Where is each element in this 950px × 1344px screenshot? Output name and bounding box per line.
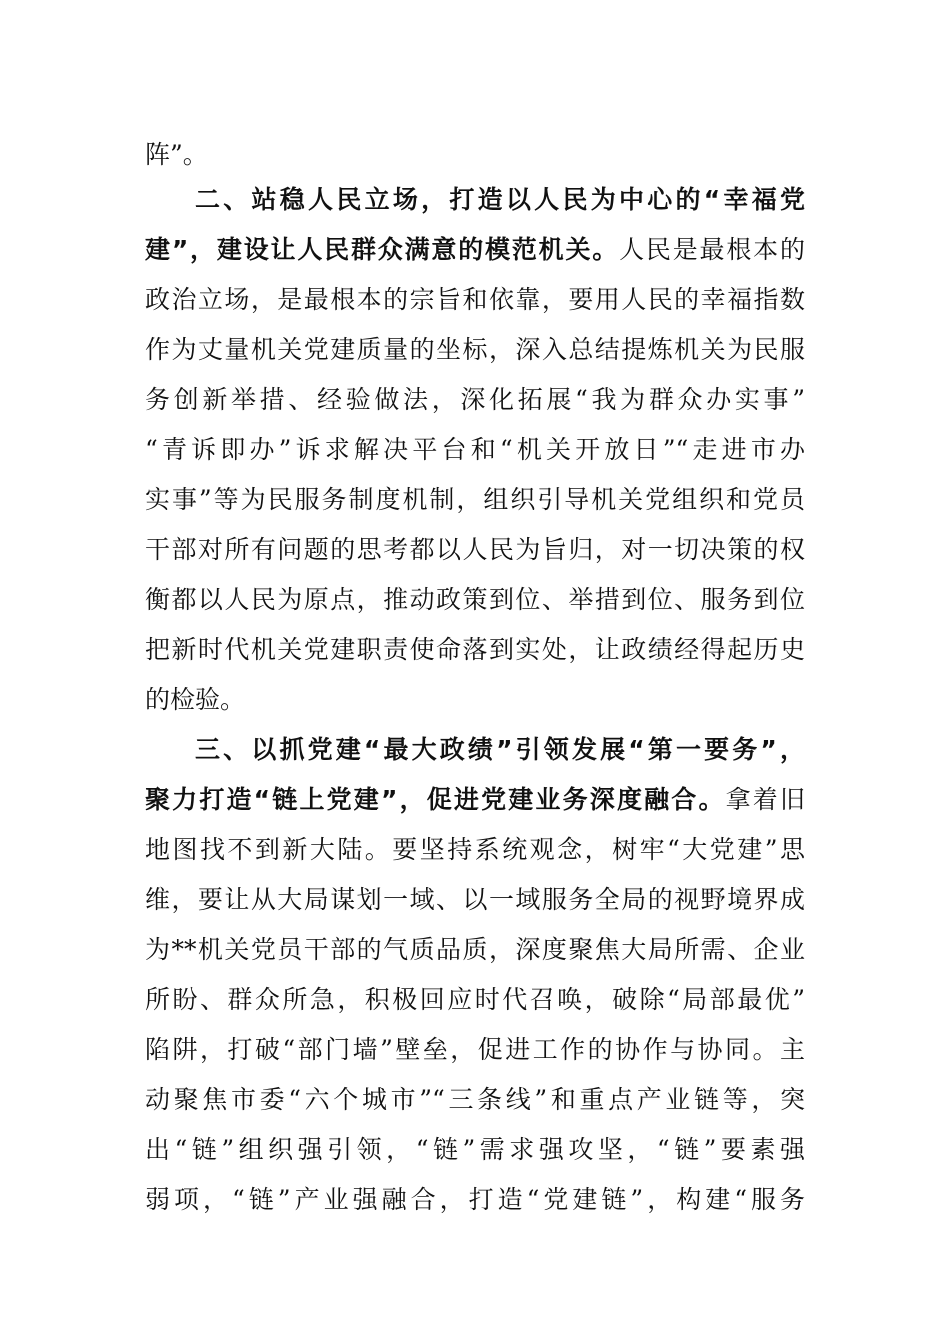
text-line — [145, 430, 805, 470]
body-text: 出“链”组织强引领，“链”需求强攻坚，“链”要素强 — [145, 1135, 805, 1164]
body-text: 务创新举措、经验做法，深化拓展“我为群众办实事” — [145, 385, 805, 414]
body-text: 弱项，“链”产业强融合，打造“党建链”，构建“服务 — [145, 1185, 805, 1214]
body-text: 衡都以人民为原点，推动政策到位、举措到位、服务到位 — [145, 585, 805, 614]
body-text: 地图找不到新大陆。要坚持系统观念，树牢“大党建”思 — [145, 835, 805, 864]
text-line — [145, 330, 805, 370]
body-text: 人民是最根本的 — [619, 235, 805, 264]
body-text: 所盼、群众所急，积极回应时代召唤，破除“局部最优” — [145, 985, 805, 1014]
text-line — [145, 630, 805, 670]
text-line — [145, 1180, 805, 1220]
text-line — [145, 1080, 805, 1120]
text-line — [145, 980, 805, 1020]
body-text: 陷阱，打破“部门墙”壁垒，促进工作的协作与协同。主 — [145, 1035, 805, 1064]
text-line — [145, 480, 805, 520]
text-line — [145, 530, 805, 570]
text-line — [145, 830, 805, 870]
body-text: 为**机关党员干部的气质品质，深度聚焦大局所需、企业 — [145, 935, 805, 964]
text-line — [145, 135, 805, 175]
text-line — [145, 880, 805, 920]
section-heading-line — [145, 230, 805, 270]
body-text: 干部对所有问题的思考都以人民为旨归，对一切决策的权 — [145, 535, 805, 564]
text-line — [145, 380, 805, 420]
body-text: “青诉即办”诉求解决平台和“机关开放日”“走进市办 — [145, 435, 805, 464]
section-heading-text: 二、站稳人民立场，打造以人民为中心的“幸福党 — [195, 185, 805, 214]
body-text: 拿着旧 — [725, 785, 805, 814]
body-text: 政治立场，是最根本的宗旨和依靠，要用人民的幸福指数 — [145, 285, 805, 314]
body-text: 作为丈量机关党建质量的坐标，深入总结提炼机关为民服 — [145, 335, 805, 364]
text-line — [145, 1130, 805, 1170]
section-heading-text: 建”，建设让人民群众满意的模范机关。 — [145, 235, 620, 264]
section-heading-line — [195, 180, 805, 220]
body-text: 的检验。 — [145, 685, 246, 714]
text-line — [145, 1030, 805, 1070]
body-text: 阵”。 — [145, 140, 208, 169]
section-heading-line — [145, 780, 805, 820]
text-line — [145, 930, 805, 970]
section-heading-text: 三、以抓党建“最大政绩”引领发展“第一要务”， — [195, 735, 805, 764]
body-text: 动聚焦市委“六个城市”“三条线”和重点产业链等，突 — [145, 1085, 805, 1114]
section-heading-line — [195, 730, 805, 770]
text-line — [145, 680, 805, 720]
section-heading-text: 聚力打造“链上党建”，促进党建业务深度融合。 — [145, 785, 726, 814]
text-line — [145, 580, 805, 620]
text-line — [145, 280, 805, 320]
body-text: 实事”等为民服务制度机制，组织引导机关党组织和党员 — [145, 485, 805, 514]
body-text: 把新时代机关党建职责使命落到实处，让政绩经得起历史 — [145, 635, 805, 664]
body-text: 维，要让从大局谋划一域、以一域服务全局的视野境界成 — [145, 885, 805, 914]
